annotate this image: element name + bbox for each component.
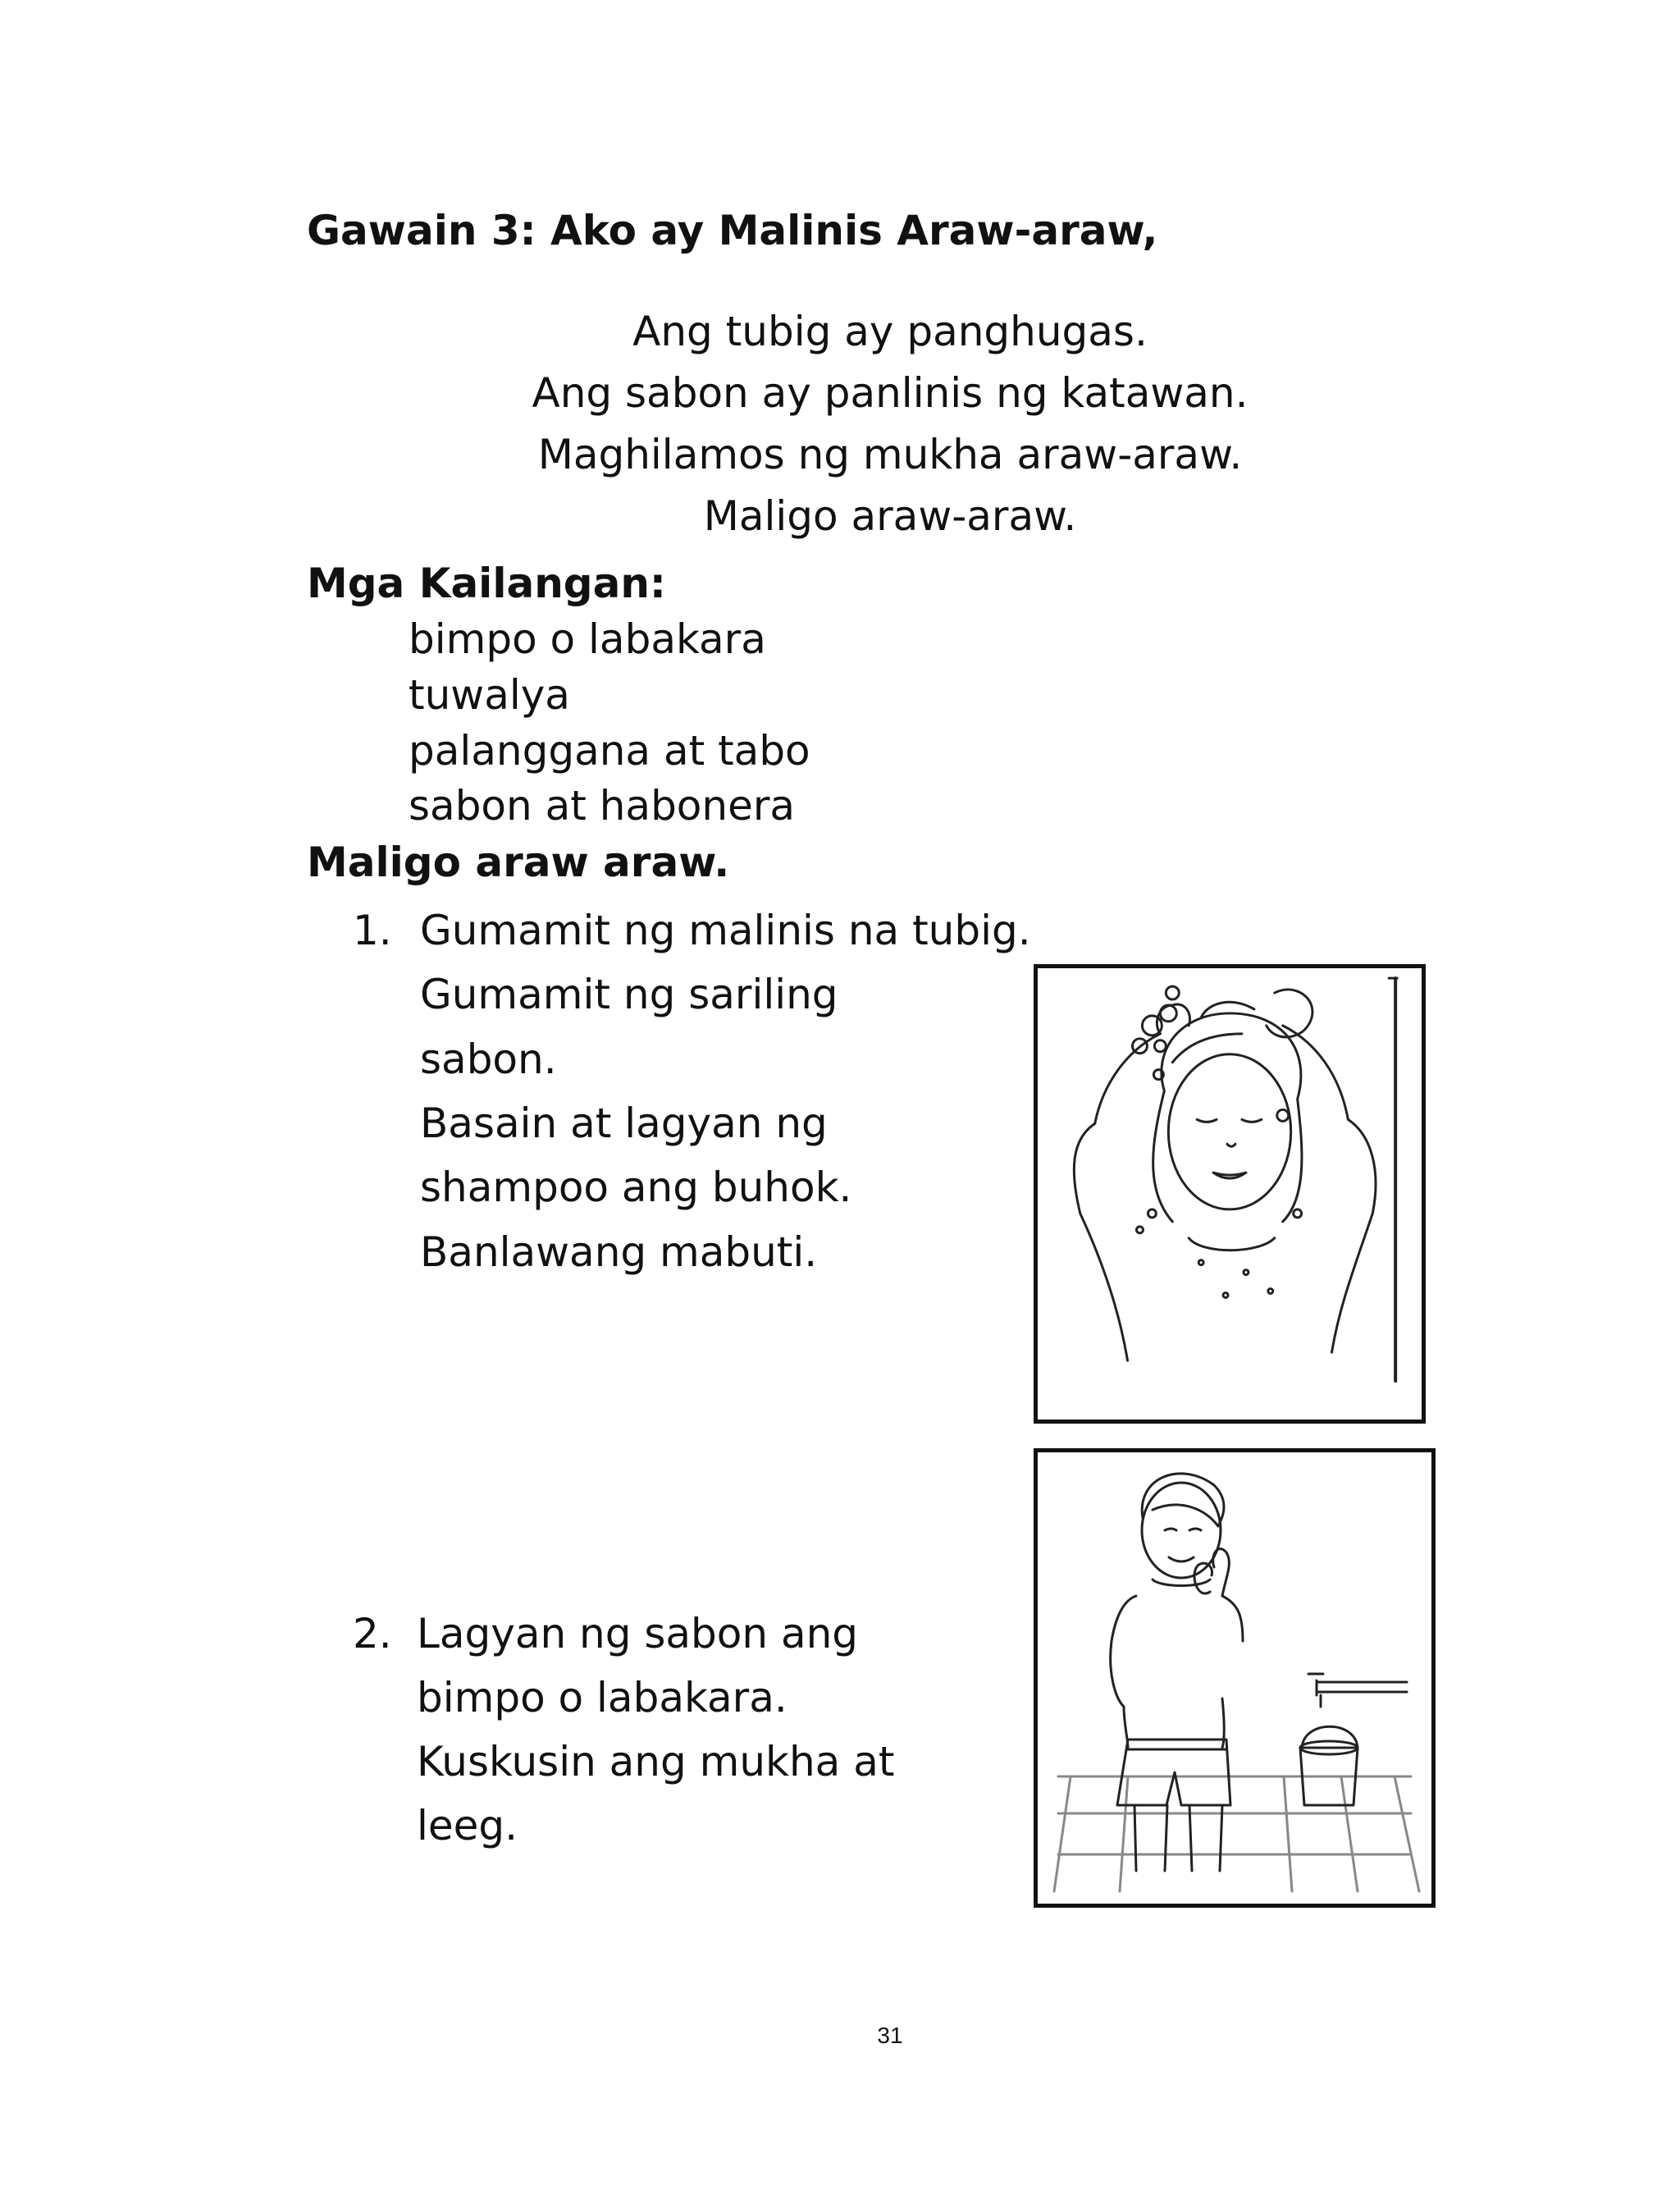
girl-shampooing-drawing <box>1038 968 1422 1420</box>
step-number-2: 2. <box>353 1610 392 1657</box>
step-1-line: Gumamit ng malinis na tubig. <box>420 907 1031 954</box>
page-number: 31 <box>877 2023 903 2048</box>
poem-line-4: Maligo araw-araw. <box>703 492 1077 540</box>
poem-line-1: Ang tubig ay panghugas. <box>632 308 1148 355</box>
step-1-line: Gumamit ng sariling <box>420 971 838 1018</box>
poem-line-2: Ang sabon ay panlinis ng katawan. <box>532 369 1249 417</box>
material-item: sabon at habonera <box>409 782 796 830</box>
material-item: bimpo o labakara <box>409 615 766 663</box>
step-1-line: shampoo ang buhok. <box>420 1164 852 1211</box>
boy-washing-drawing <box>1038 1452 1431 1904</box>
bathing-heading: Maligo araw araw. <box>307 839 730 886</box>
washing-illustration <box>1034 1448 1436 1908</box>
step-1-line: Basain at lagyan ng <box>420 1100 828 1147</box>
shampoo-illustration <box>1034 964 1426 1424</box>
material-item: palanggana at tabo <box>409 727 810 775</box>
step-2-line: leeg. <box>417 1802 518 1849</box>
step-1-line: Banlawang mabuti. <box>420 1228 818 1276</box>
activity-title: Gawain 3: Ako ay Malinis Araw-araw, <box>307 207 1158 254</box>
materials-heading: Mga Kailangan: <box>307 560 666 607</box>
step-number-1: 1. <box>353 907 392 954</box>
step-2-line: Kuskusin ang mukha at <box>417 1738 895 1785</box>
step-2-line: bimpo o labakara. <box>417 1674 788 1721</box>
poem-line-3: Maghilamos ng mukha araw-araw. <box>537 431 1243 478</box>
material-item: tuwalya <box>409 671 570 719</box>
step-1-line: sabon. <box>420 1036 557 1083</box>
step-2-line: Lagyan ng sabon ang <box>417 1610 859 1657</box>
